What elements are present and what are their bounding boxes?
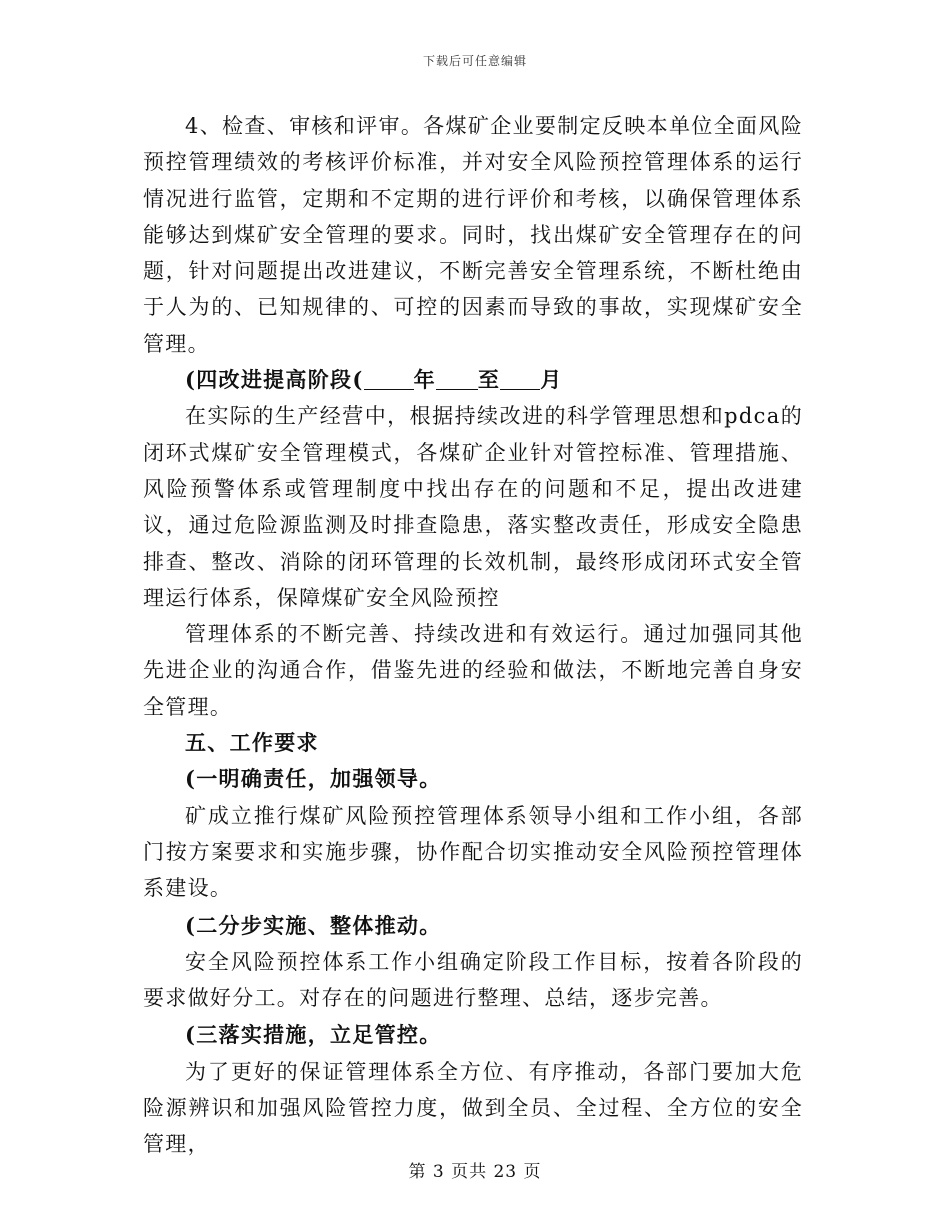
paragraph-stage4-continuation: 管理体系的不断完善、持续改进和有效运行。通过加强同其他先进企业的沟通合作，借鉴先进的经验和做法，不断地完善自身安全管理。: [143, 622, 803, 719]
blank-month-field: [500, 367, 540, 390]
paragraph-sub2: 安全风险预控体系工作小组确定阶段工作目标，按着各阶段的要求做好分工。对存在的问题进行整理、总结，逐步完善。: [143, 949, 803, 1011]
heading-sub1-responsibility: (一明确责任，加强领导。: [185, 766, 442, 792]
document-body: [143, 108, 803, 1163]
heading-stage4-to-label: 至: [477, 367, 501, 393]
heading-sub2-stepwise: (二分步实施、整体推动。: [185, 912, 442, 938]
paragraph-sub3: 为了更好的保证管理体系全方位、有序推动，各部门要加大危险源辨识和加强风险管控力度，做到全员、全过程、全方位的安全管理，: [143, 1059, 803, 1157]
page-number-footer: 第 3 页共 23 页: [408, 1162, 542, 1182]
heading-sub3-measures: (三落实措施，立足管控。: [185, 1022, 442, 1048]
heading-stage4-year-label: 年: [413, 367, 436, 393]
blank-year-field: [364, 367, 414, 390]
heading-stage4-improvement: [143, 362, 803, 398]
paragraph-sub1: 矿成立推行煤矿风险预控管理体系领导小组和工作小组，各部门按方案要求和实施步骤，协作配合切实推动安全风险预控管理体系建设。: [143, 803, 803, 901]
paragraph-stage4-detail: 在实际的生产经营中，根据持续改进的科学管理思想和pdca的闭环式煤矿安全管理模式，各煤矿企业针对管控标准、管理措施、风险预警体系或管理制度中找出存在的问题和不足，提出改进建议，通过危险源监测及时排查隐患，落实整改责任，形成安全隐患排查、整改、消除的闭环管理的长效机制，最终形成闭环式安全管理运行体系，保障煤矿安全风险预控: [143, 404, 803, 610]
heading-stage4-prefix: (四改进提高阶段(: [185, 367, 364, 393]
blank-start-field: [436, 367, 478, 390]
page-header-note: 下载后可任意编辑: [422, 54, 527, 68]
paragraph-inspection-review: 4、检查、审核和评审。各煤矿企业要制定反映本单位全面风险预控管理绩效的考核评价标准，并对安全风险预控管理体系的运行情况进行监管，定期和不定期的进行评价和考核，以确保管理体系能够达到煤矿安全管理的要求。同时，找出煤矿安全管理存在的问题，针对问题提出改进建议，不断完善安全管理系统，不断杜绝由于人为的、已知规律的、可控的因素而导致的事故，实现煤矿安全管理。: [143, 114, 803, 356]
heading-section5-work-requirements: 五、工作要求: [185, 730, 319, 756]
heading-stage4-month-label: 月: [540, 367, 563, 393]
